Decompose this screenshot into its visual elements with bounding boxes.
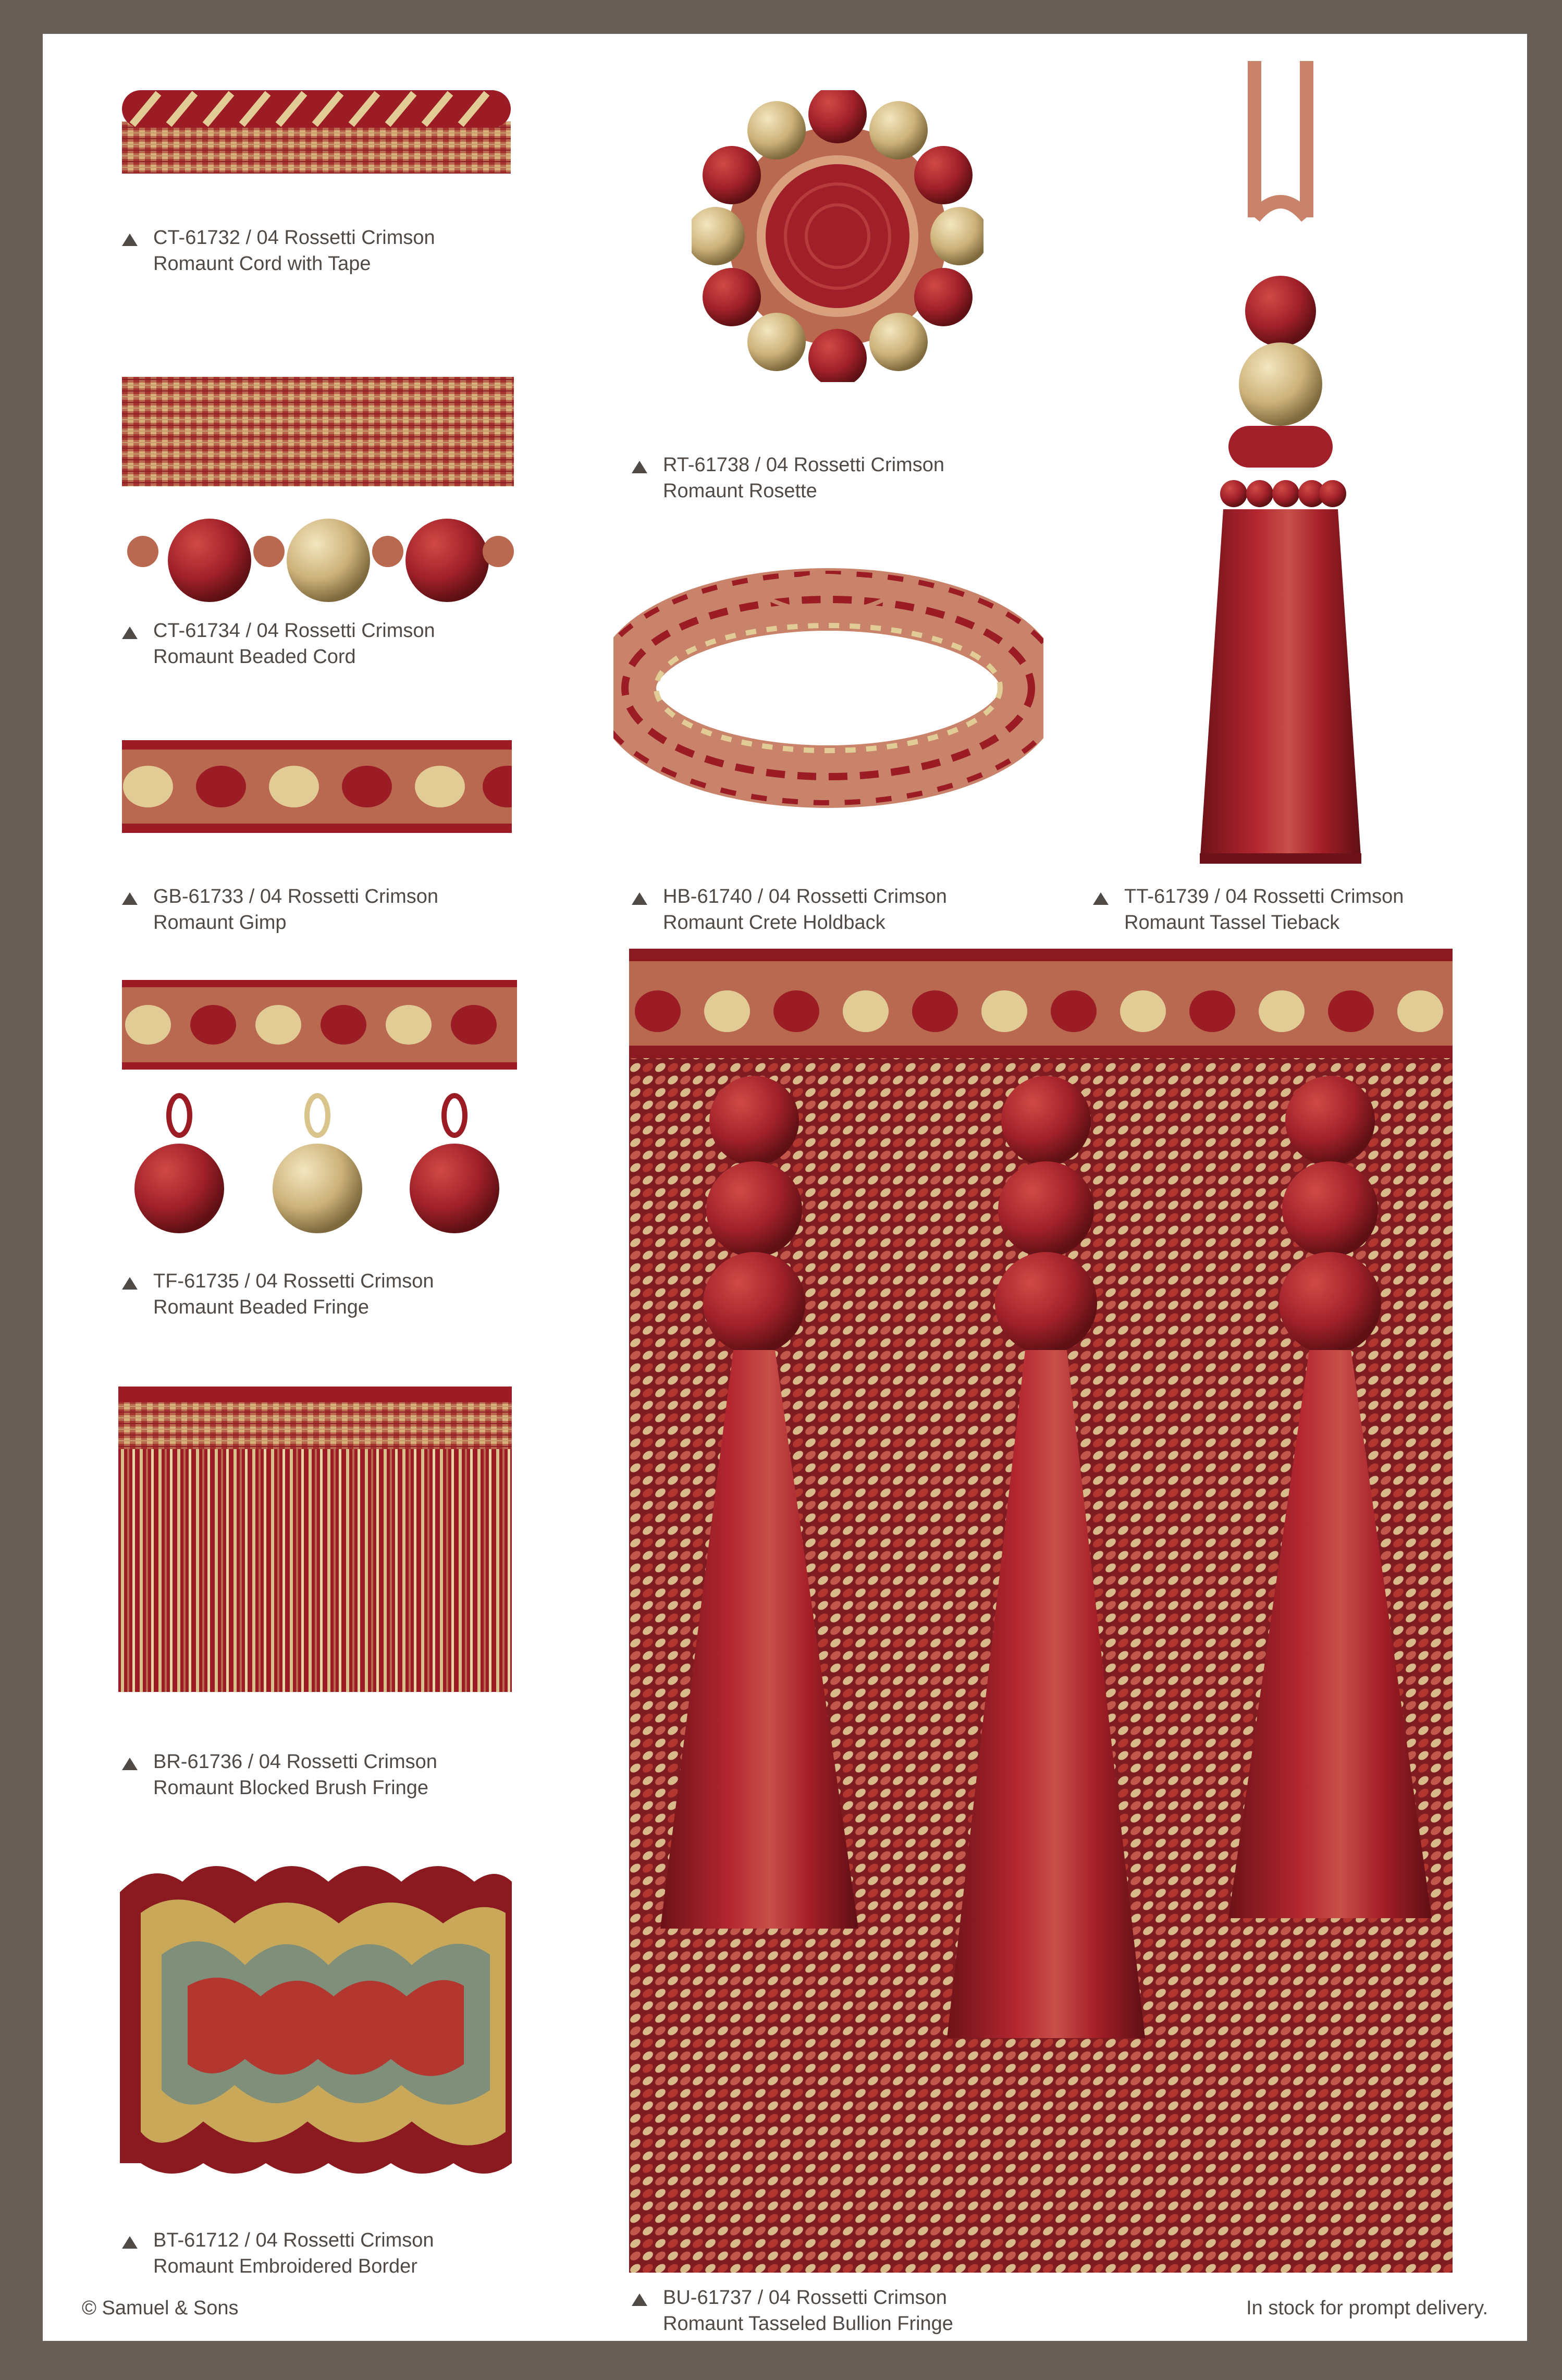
- triangle-marker-icon: [632, 892, 647, 905]
- product-code: GB-61733 / 04 Rossetti Crimson: [153, 886, 439, 907]
- product-code: RT-61738 / 04 Rossetti Crimson: [663, 454, 944, 476]
- caption-gimp: [122, 884, 438, 936]
- crete-holdback-image: [613, 558, 1043, 818]
- caption-tassel-tieback: [1093, 884, 1404, 936]
- rosette-image: [692, 90, 983, 382]
- triangle-marker-icon: [632, 461, 647, 473]
- cord-with-tape-image: [122, 90, 511, 174]
- brush-fringe-image: [118, 1387, 512, 1692]
- stock-note-text: In stock for prompt delivery.: [1246, 2297, 1488, 2319]
- product-code: BU-61737 / 04 Rossetti Crimson: [663, 2287, 947, 2309]
- triangle-marker-icon: [122, 1277, 138, 1290]
- embroidered-border-image: [120, 1850, 512, 2184]
- product-code: BT-61712 / 04 Rossetti Crimson: [153, 2229, 434, 2251]
- caption-beaded-cord: [122, 618, 435, 670]
- triangle-marker-icon: [122, 2236, 138, 2249]
- product-name: Romaunt Crete Holdback: [663, 912, 885, 934]
- beaded-fringe-image: [122, 980, 517, 1241]
- triangle-marker-icon: [122, 1758, 138, 1770]
- product-code: TF-61735 / 04 Rossetti Crimson: [153, 1270, 434, 1292]
- product-code: HB-61740 / 04 Rossetti Crimson: [663, 886, 947, 907]
- caption-beaded-fringe: [122, 1268, 434, 1320]
- caption-bullion-fringe: [632, 2285, 953, 2337]
- product-name: Romaunt Cord with Tape: [153, 253, 371, 275]
- catalog-page: [43, 34, 1527, 2341]
- triangle-marker-icon: [122, 627, 138, 639]
- caption-embroidered-border: [122, 2227, 434, 2279]
- triangle-marker-icon: [632, 2293, 647, 2306]
- product-code: TT-61739 / 04 Rossetti Crimson: [1124, 886, 1404, 907]
- product-name: Romaunt Gimp: [153, 912, 287, 934]
- product-code: CT-61732 / 04 Rossetti Crimson: [153, 227, 435, 249]
- gimp-image: [122, 740, 512, 833]
- bullion-fringe-image: [629, 949, 1453, 2273]
- product-name: Romaunt Tassel Tieback: [1124, 912, 1340, 934]
- product-name: Romaunt Beaded Fringe: [153, 1296, 370, 1318]
- product-code: CT-61734 / 04 Rossetti Crimson: [153, 620, 435, 642]
- beaded-cord-image: [122, 377, 514, 606]
- caption-rosette: [632, 452, 944, 504]
- product-name: Romaunt Rosette: [663, 480, 817, 502]
- copyright-text: © Samuel & Sons: [82, 2297, 239, 2319]
- caption-cord-with-tape: [122, 225, 435, 277]
- triangle-marker-icon: [122, 234, 138, 246]
- product-code: BR-61736 / 04 Rossetti Crimson: [153, 1751, 437, 1773]
- caption-crete-holdback: [632, 884, 947, 936]
- product-name: Romaunt Embroidered Border: [153, 2255, 417, 2277]
- product-name: Romaunt Beaded Cord: [153, 646, 356, 668]
- triangle-marker-icon: [122, 892, 138, 905]
- triangle-marker-icon: [1093, 892, 1109, 905]
- caption-brush-fringe: [122, 1749, 437, 1801]
- tassel-tieback-image: [1176, 61, 1385, 869]
- product-name: Romaunt Blocked Brush Fringe: [153, 1777, 429, 1799]
- product-name: Romaunt Tasseled Bullion Fringe: [663, 2313, 953, 2335]
